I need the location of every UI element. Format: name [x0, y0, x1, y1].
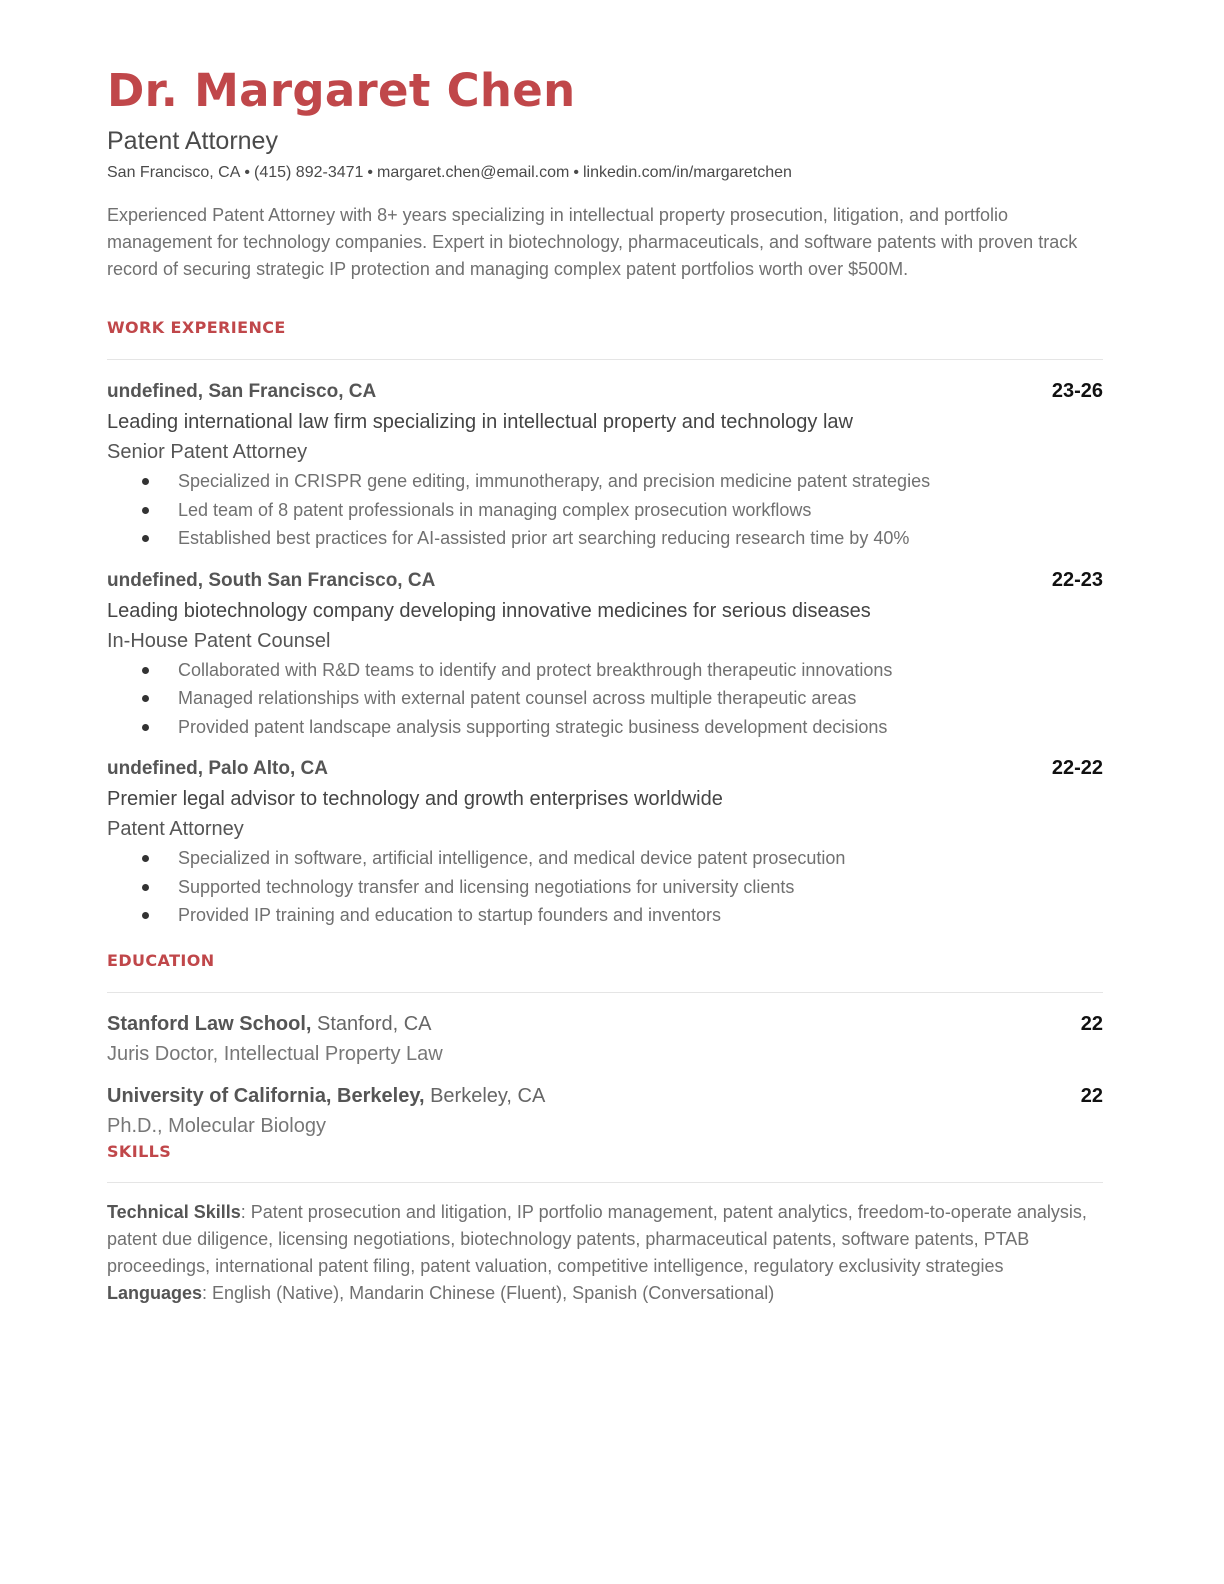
job-bullet: Established best practices for AI-assisted prior art searching reducing research time by 40% [178, 524, 1103, 553]
job-company: undefined, San Francisco, CA [107, 381, 377, 402]
skills-languages-label: Languages [107, 1282, 203, 1303]
job-bullet: Specialized in CRISPR gene editing, immunotherapy, and precision medicine patent strategies [178, 467, 1103, 496]
education-degree: Juris Doctor, Intellectual Property Law [107, 1042, 443, 1065]
candidate-name: Dr. Margaret Chen [107, 64, 576, 117]
section-title-education: EDUCATION [107, 950, 215, 970]
job-company: undefined, South San Francisco, CA [107, 569, 436, 591]
education-entry [107, 1081, 1103, 1141]
education-school: Stanford Law School, [107, 1012, 312, 1035]
job-company: undefined, Palo Alto, CA [107, 758, 328, 779]
contact-linkedin[interactable]: linkedin.com/in/margaretchen [582, 164, 792, 181]
job-role: Senior Patent Attorney [107, 441, 308, 463]
job-bullet: Provided patent landscape analysis supporting strategic business development decisions [178, 713, 1103, 742]
education-year: 22 [1080, 1012, 1103, 1035]
job-company-description: Leading biotechnology company developing innovative medicines for serious diseases [107, 599, 871, 622]
job-company-description: Leading international law firm specializing in intellectual property and technology law [107, 411, 853, 433]
job-header [107, 376, 1103, 407]
job-bullets [107, 467, 1103, 553]
job-bullet: Managed relationships with external patent counsel across multiple therapeutic areas [178, 684, 1103, 713]
job-header [107, 753, 1103, 784]
education-school-line [107, 1009, 432, 1039]
contact-separator: • [573, 164, 579, 181]
skills-technical-label: Technical Skills [107, 1201, 241, 1222]
job-bullets [107, 656, 1103, 742]
education-school: University of California, Berkeley, [107, 1084, 425, 1107]
job-header [107, 565, 1103, 596]
education-header [107, 1009, 1103, 1039]
skills-technical-value: : Patent prosecution and litigation, IP portfolio management, patent analytics, freedom-to-operate analysis, patent due diligence, licensing negotiations, biotechnology patents, pharmaceutical patents, software patents, PTAB proceedings, international patent filing, patent valuation, competitive intelligence, regulatory exclusivity strategies [107, 1201, 1087, 1276]
section-divider [107, 359, 1103, 360]
education-year: 22 [1080, 1084, 1103, 1107]
contact-email[interactable]: margaret.chen@email.com [377, 164, 570, 181]
skills-technical [107, 1199, 1103, 1280]
job-bullet: Provided IP training and education to startup founders and inventors [178, 901, 1103, 930]
section-title-experience: WORK EXPERIENCE [107, 318, 286, 337]
job-entry [107, 753, 1103, 930]
job-dates: 22-23 [1051, 568, 1103, 591]
skills-languages [107, 1280, 1103, 1307]
job-dates: 23-26 [1051, 380, 1103, 402]
section-title-skills: SKILLS [107, 1141, 172, 1161]
skills-block [107, 1199, 1103, 1307]
job-dates: 22-22 [1051, 757, 1103, 779]
education-school-line [107, 1081, 545, 1111]
education-header [107, 1081, 1103, 1111]
job-bullet: Collaborated with R&D teams to identify and protect breakthrough therapeutic innovations [178, 656, 1103, 685]
job-bullets [107, 844, 1103, 930]
contact-separator: • [367, 164, 374, 181]
job-role: In-House Patent Counsel [107, 629, 331, 652]
education-degree: Ph.D., Molecular Biology [107, 1114, 326, 1137]
headline: Patent Attorney [107, 127, 278, 155]
contact-phone[interactable]: (415) 892-3471 [254, 164, 364, 181]
job-entry [107, 376, 1103, 553]
job-bullet: Led team of 8 patent professionals in managing complex prosecution workflows [178, 496, 1103, 525]
education-location: Berkeley, CA [430, 1084, 546, 1107]
job-role: Patent Attorney [107, 818, 244, 840]
education-entry [107, 1009, 1103, 1069]
section-divider [107, 1182, 1103, 1183]
job-bullet: Specialized in software, artificial intelligence, and medical device patent prosecution [178, 844, 1103, 873]
summary: Experienced Patent Attorney with 8+ years specializing in intellectual property prosecution, litigation, and portfolio management for technology companies. Expert in biotechnology, pharmaceuticals, and software patents with proven track record of securing strategic IP protection and managing complex patent portfolios worth over $500M. [107, 205, 1078, 279]
contact-line [107, 162, 1103, 184]
contact-separator: • [244, 164, 250, 181]
job-bullet: Supported technology transfer and licensing negotiations for university clients [178, 873, 1103, 902]
education-location: Stanford, CA [317, 1012, 432, 1035]
contact-location: San Francisco, CA [107, 164, 241, 181]
job-entry [107, 565, 1103, 742]
skills-languages-value: : English (Native), Mandarin Chinese (Fluent), Spanish (Conversational) [202, 1282, 775, 1303]
section-divider [107, 992, 1103, 993]
job-company-description: Premier legal advisor to technology and growth enterprises worldwide [107, 788, 723, 810]
